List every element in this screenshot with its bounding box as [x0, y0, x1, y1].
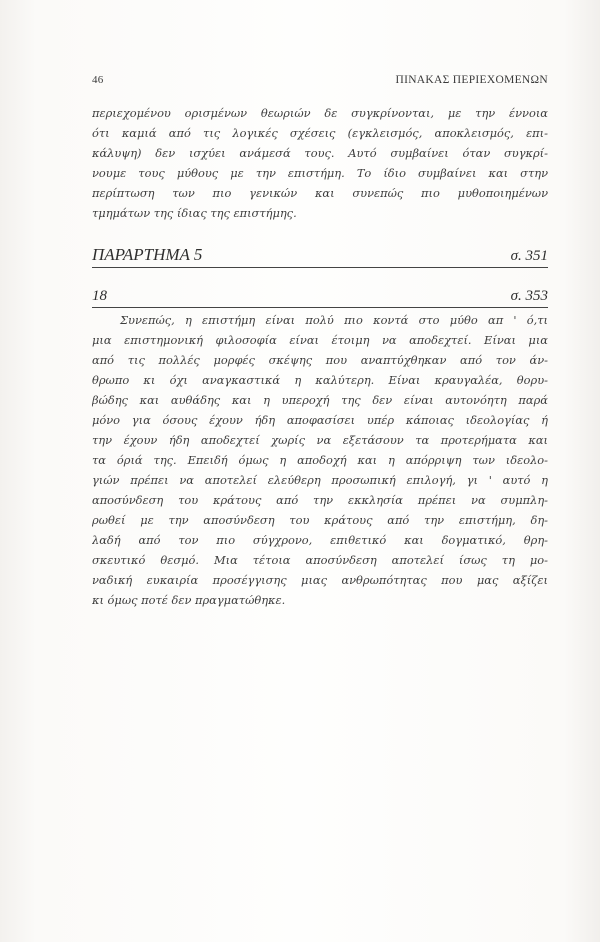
text-line: λαδή από τον πιο σύγχρονο, επιθετικό και δογματικό, θρη- — [92, 533, 548, 547]
text-line: περιεχομένου ορισμένων θεωριών δε συγκρίνονται, με την έννοια — [92, 106, 548, 120]
text-line: περίπτωση των πιο γενικών και συνεπώς πιο μυθοποιημένων — [92, 186, 548, 200]
page-header — [92, 74, 548, 92]
text-line: τμημάτων της ίδιας της επιστήμης. — [92, 206, 297, 220]
text-line: κάλυψη) δεν ισχύει ανάμεσά τους. Αυτό συμβαίνει όταν συγκρί- — [92, 146, 548, 160]
text-line: σκευτικό θεσμό. Μια τέτοια αποσύνδεση αποτελεί ίσως τη μο- — [92, 553, 548, 567]
text-line: τα όριά της. Επειδή όμως η αποδοχή και η απόρριψη των ιδεολο- — [92, 453, 548, 467]
note-heading — [92, 283, 548, 308]
text-line: ότι καμιά από τις λογικές σχέσεις (εγκλεισμός, αποκλεισμός, επι- — [92, 126, 548, 140]
note-paragraph — [92, 310, 548, 610]
text-line: την έχουν ήδη αποδεχτεί χωρίς να εξετάσουν τα προτερήματα και — [92, 433, 548, 447]
text-line: ναδική ευκαιρία προσέγγισης μιας ανθρωπότητας που μας αξίζει — [92, 573, 548, 587]
note-number: 18 — [92, 288, 107, 304]
text-line: μόνο για όσους έχουν ήδη αποφασίσει υπέρ κάποιας ιδεολογίας ή — [92, 413, 548, 427]
running-title: ΠΙΝΑΚΑΣ ΠΕΡΙΕΧΟΜΕΝΩΝ — [395, 74, 548, 86]
text-line: μια επιστημονική φιλοσοφία είναι έτοιμη να αποδεχτεί. Είναι μια — [92, 333, 548, 347]
note-page-ref: σ. 353 — [510, 288, 548, 304]
text-line: ρωθεί με την αποσύνδεση του κράτους από την επιστήμη, δη- — [92, 513, 548, 527]
text-line: θρωπο κι όχι αναγκαστικά η καλύτερη. Είναι κραυγαλέα, θορυ- — [92, 373, 548, 387]
text-line: κι όμως ποτέ δεν πραγματώθηκε. — [92, 593, 286, 607]
text-line: γιών πρέπει να αποτελεί ελεύθερη προσωπική επιλογή, γι ' αυτό η — [92, 473, 548, 487]
appendix-heading — [92, 243, 548, 268]
text-line: αποσύνδεση του κράτους από την εκκλησία πρέπει να συμπλη- — [92, 493, 548, 507]
appendix-title: ΠΑΡΑΡΤΗΜΑ 5 — [92, 245, 203, 264]
page-number: 46 — [92, 74, 104, 86]
text-line: από τις πολλές μορφές σκέψης που αναπτύχθηκαν από τον άν- — [92, 353, 548, 367]
continued-paragraph — [92, 103, 548, 223]
text-line: βώδης και αυθάδης και η υπεροχή της δεν είναι αυτονόητη παρά — [92, 393, 548, 407]
text-line: νουμε τους μύθους με την επιστήμη. Το ίδιο συμβαίνει και στην — [92, 166, 548, 180]
text-line: Συνεπώς, η επιστήμη είναι πολύ πιο κοντά στο μύθο απ ' ό,τι — [120, 313, 548, 327]
appendix-page-ref: σ. 351 — [510, 248, 548, 264]
